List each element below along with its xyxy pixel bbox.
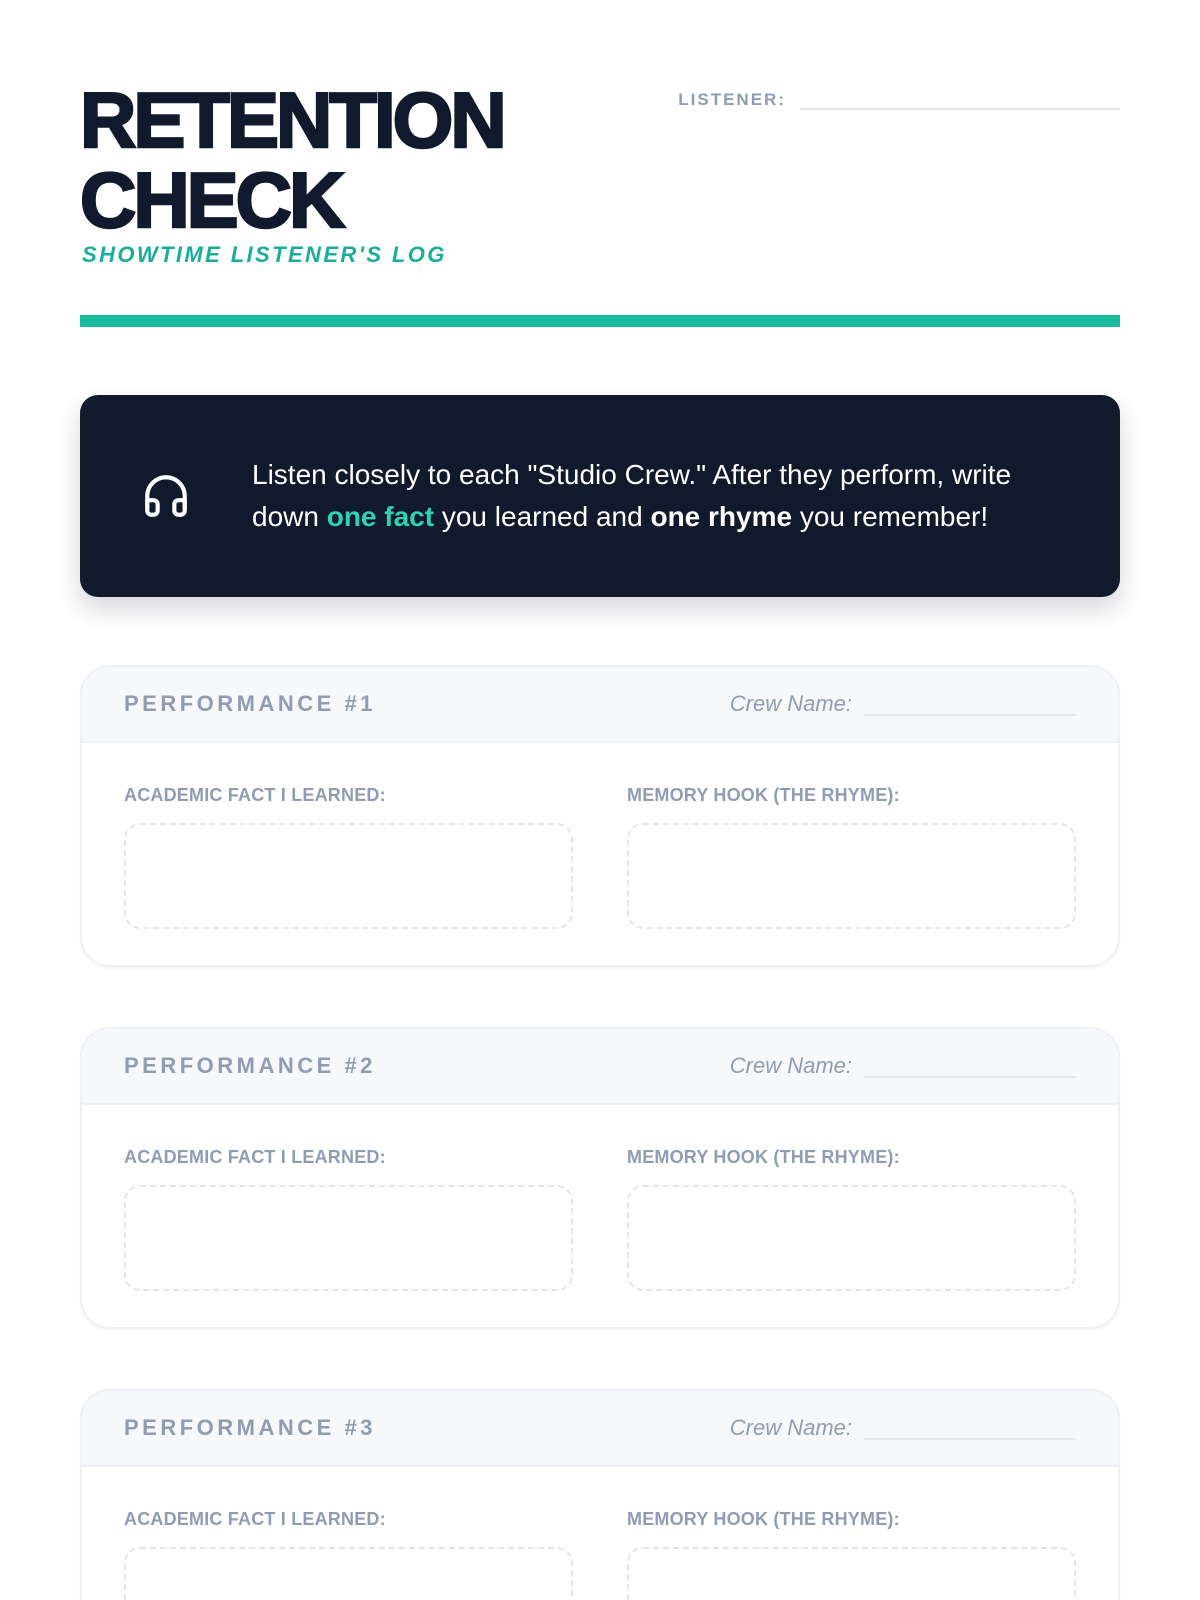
instruction-text-part3: you remember!	[792, 501, 989, 532]
worksheet-header	[80, 0, 1120, 330]
academic-fact-box[interactable]	[124, 1547, 573, 1600]
performance-card	[80, 1389, 1120, 1600]
crew-name-label: Crew Name:	[729, 1415, 852, 1440]
memory-hook-label: MEMORY HOOK (THE RHYME):	[627, 785, 900, 805]
memory-hook-field	[627, 1143, 1076, 1291]
memory-hook-label: MEMORY HOOK (THE RHYME):	[627, 1147, 900, 1167]
performance-card-body	[82, 1467, 1118, 1600]
instruction-text-part1: Listen closely to each "Studio Crew." After they perform, write down	[252, 459, 1012, 532]
academic-fact-label: ACADEMIC FACT I LEARNED:	[124, 1147, 386, 1167]
crew-name-line[interactable]	[864, 714, 1076, 716]
academic-fact-label: ACADEMIC FACT I LEARNED:	[124, 785, 386, 805]
memory-hook-field	[627, 781, 1076, 929]
performance-card-header	[82, 667, 1118, 743]
crew-name-label: Crew Name:	[729, 1053, 852, 1078]
instruction-strong: one rhyme	[650, 501, 793, 532]
memory-hook-field	[627, 1505, 1076, 1600]
performance-title: PERFORMANCE #2	[124, 1053, 376, 1078]
memory-hook-box[interactable]	[627, 1185, 1076, 1291]
listener-name-line[interactable]	[800, 108, 1120, 110]
instruction-text-part2: you learned and	[434, 501, 651, 532]
performance-card	[80, 1027, 1120, 1329]
memory-hook-box[interactable]	[627, 823, 1076, 929]
memory-hook-label: MEMORY HOOK (THE RHYME):	[627, 1509, 900, 1529]
listener-field	[678, 88, 1120, 112]
page-subtitle: SHOWTIME LISTENER'S LOG	[82, 242, 447, 267]
academic-fact-box[interactable]	[124, 1185, 573, 1291]
performance-title: PERFORMANCE #3	[124, 1415, 376, 1440]
performance-card-body	[82, 743, 1118, 929]
memory-hook-box[interactable]	[627, 1547, 1076, 1600]
performance-card-header	[82, 1029, 1118, 1105]
performance-card-body	[82, 1105, 1118, 1291]
instruction-banner	[80, 395, 1120, 597]
crew-name-line[interactable]	[864, 1438, 1076, 1440]
crew-name-field	[730, 690, 1076, 718]
instruction-highlight: one fact	[326, 501, 435, 532]
instruction-text	[252, 454, 1120, 538]
academic-fact-field	[124, 1505, 573, 1600]
crew-name-field	[730, 1052, 1076, 1080]
crew-name-line[interactable]	[864, 1076, 1076, 1078]
title-line-1: RETENTION	[80, 76, 504, 164]
performance-card-header	[82, 1391, 1118, 1467]
header-divider	[80, 315, 1120, 327]
title-line-2: CHECK	[80, 156, 343, 244]
academic-fact-box[interactable]	[124, 823, 573, 929]
academic-fact-field	[124, 1143, 573, 1291]
listener-label: LISTENER:	[678, 90, 786, 109]
page-title	[80, 76, 504, 244]
academic-fact-field	[124, 781, 573, 929]
headphones-icon	[80, 471, 252, 521]
performance-card	[80, 665, 1120, 967]
crew-name-label: Crew Name:	[729, 691, 852, 716]
academic-fact-label: ACADEMIC FACT I LEARNED:	[124, 1509, 386, 1529]
performance-title: PERFORMANCE #1	[124, 691, 376, 716]
crew-name-field	[730, 1414, 1076, 1442]
